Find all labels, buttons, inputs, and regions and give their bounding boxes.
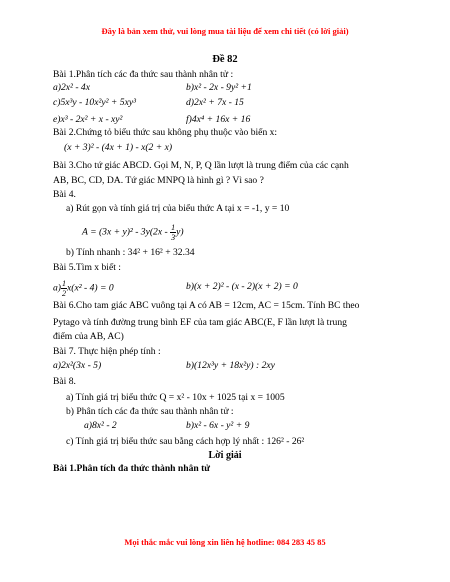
bai4-a-text: a) Rút gọn và tính giá trị của biểu thức A tại x = -1, y = 10 (66, 203, 290, 214)
bai8-b-b: b)x² - 6x - y² + 9 (186, 420, 250, 431)
bai4-expr-right: y) (176, 226, 184, 238)
bai8-c-text: c) Tính giá trị biểu thức sau bằng cách hợp lý nhất : 126² - 26² (66, 436, 305, 447)
bai8-b-text: b) Phân tích các đa thức sau thành nhân tử : (66, 406, 234, 417)
bai5-heading: Bài 5.Tìm x biết : (53, 262, 121, 273)
bai5-a: a) $\frac{1}{2}$ x(x² - 4) = 0 (53, 279, 114, 298)
bai7-heading: Bài 7. Thực hiện phép tính : (53, 346, 161, 357)
bai1-b: b)x² - 2x - 9y² +1 (186, 82, 252, 93)
bai1-heading: Bài 1.Phân tích các đa thức sau thành nhân tử : (53, 69, 234, 80)
bai6-line3: điểm của AB, AC) (53, 331, 124, 342)
footer-notice: Mọi thắc mắc vui lòng xin liên hệ hotline: 084 283 45 85 (124, 537, 326, 547)
bai2-heading: Bài 2.Chứng tỏ biểu thức sau không phụ thuộc vào biến x: (53, 127, 278, 138)
solution-bai1: Bài 1.Phân tích đa thức thành nhân tử (53, 463, 211, 474)
bai8-a-text: a) Tính giá trị biểu thức Q = x² - 10x + 1025 tại x = 1005 (66, 392, 285, 403)
bai1-f: f)4x⁴ + 16x + 16 (186, 114, 251, 125)
fraction-one-third: $\frac{1}{3}$ (171, 223, 176, 242)
bai8-b-a: a)8x² - 2 (84, 420, 117, 431)
exam-title: Đề 82 (212, 54, 238, 65)
bai3-line1: Bài 3.Cho tứ giác ABCD. Gọi M, N, P, Q lần lượt là trung điểm của các cạnh (53, 160, 349, 171)
bai7-b: b)(12x³y + 18x²y) : 2xy (186, 360, 275, 371)
solution-title: Lời giải (208, 450, 242, 461)
bai5-b: b)(x + 2)² - (x - 2)(x + 2) = 0 (186, 281, 298, 292)
fraction-one-half: $\frac{1}{2}$ (62, 279, 66, 298)
bai2-expr: (x + 3)² - (4x + 1) - x(2 + x) (64, 142, 173, 153)
bai1-a: a)2x² - 4x (53, 82, 90, 93)
bai4-expression (82, 223, 184, 242)
bai7-a: a)2x²(3x - 5) (53, 360, 102, 371)
bai4-b-text: b) Tính nhanh : 34² + 16² + 32.34 (66, 247, 195, 258)
bai1-d: d)2x² + 7x - 15 (186, 97, 244, 108)
bai1-e: e)x³ - 2x² + x - xy² (53, 114, 123, 125)
bai6-line1: Bài 6.Cho tam giác ABC vuông tại A có AB = 12cm, AC = 15cm. Tính BC theo (53, 300, 360, 311)
bai4-expr-left: A = (3x + y)² - 3y(2x - (82, 226, 171, 238)
bai1-c: c)5x³y - 10x²y² + 5xy³ (53, 97, 136, 108)
bai8-heading: Bài 8. (53, 376, 76, 387)
header-notice: Đây là bản xem thử, vui lòng mua tài liệu để xem chi tiết (có lời giải) (101, 26, 349, 36)
bai6-line2: Pytago và tính đường trung bình EF của tam giác ABC(E, F lần lượt là trung (53, 317, 347, 328)
bai4-heading: Bài 4. (53, 189, 76, 200)
bai3-line2: AB, BC, CD, DA. Tứ giác MNPQ là hình gì ? Vì sao ? (53, 175, 264, 186)
